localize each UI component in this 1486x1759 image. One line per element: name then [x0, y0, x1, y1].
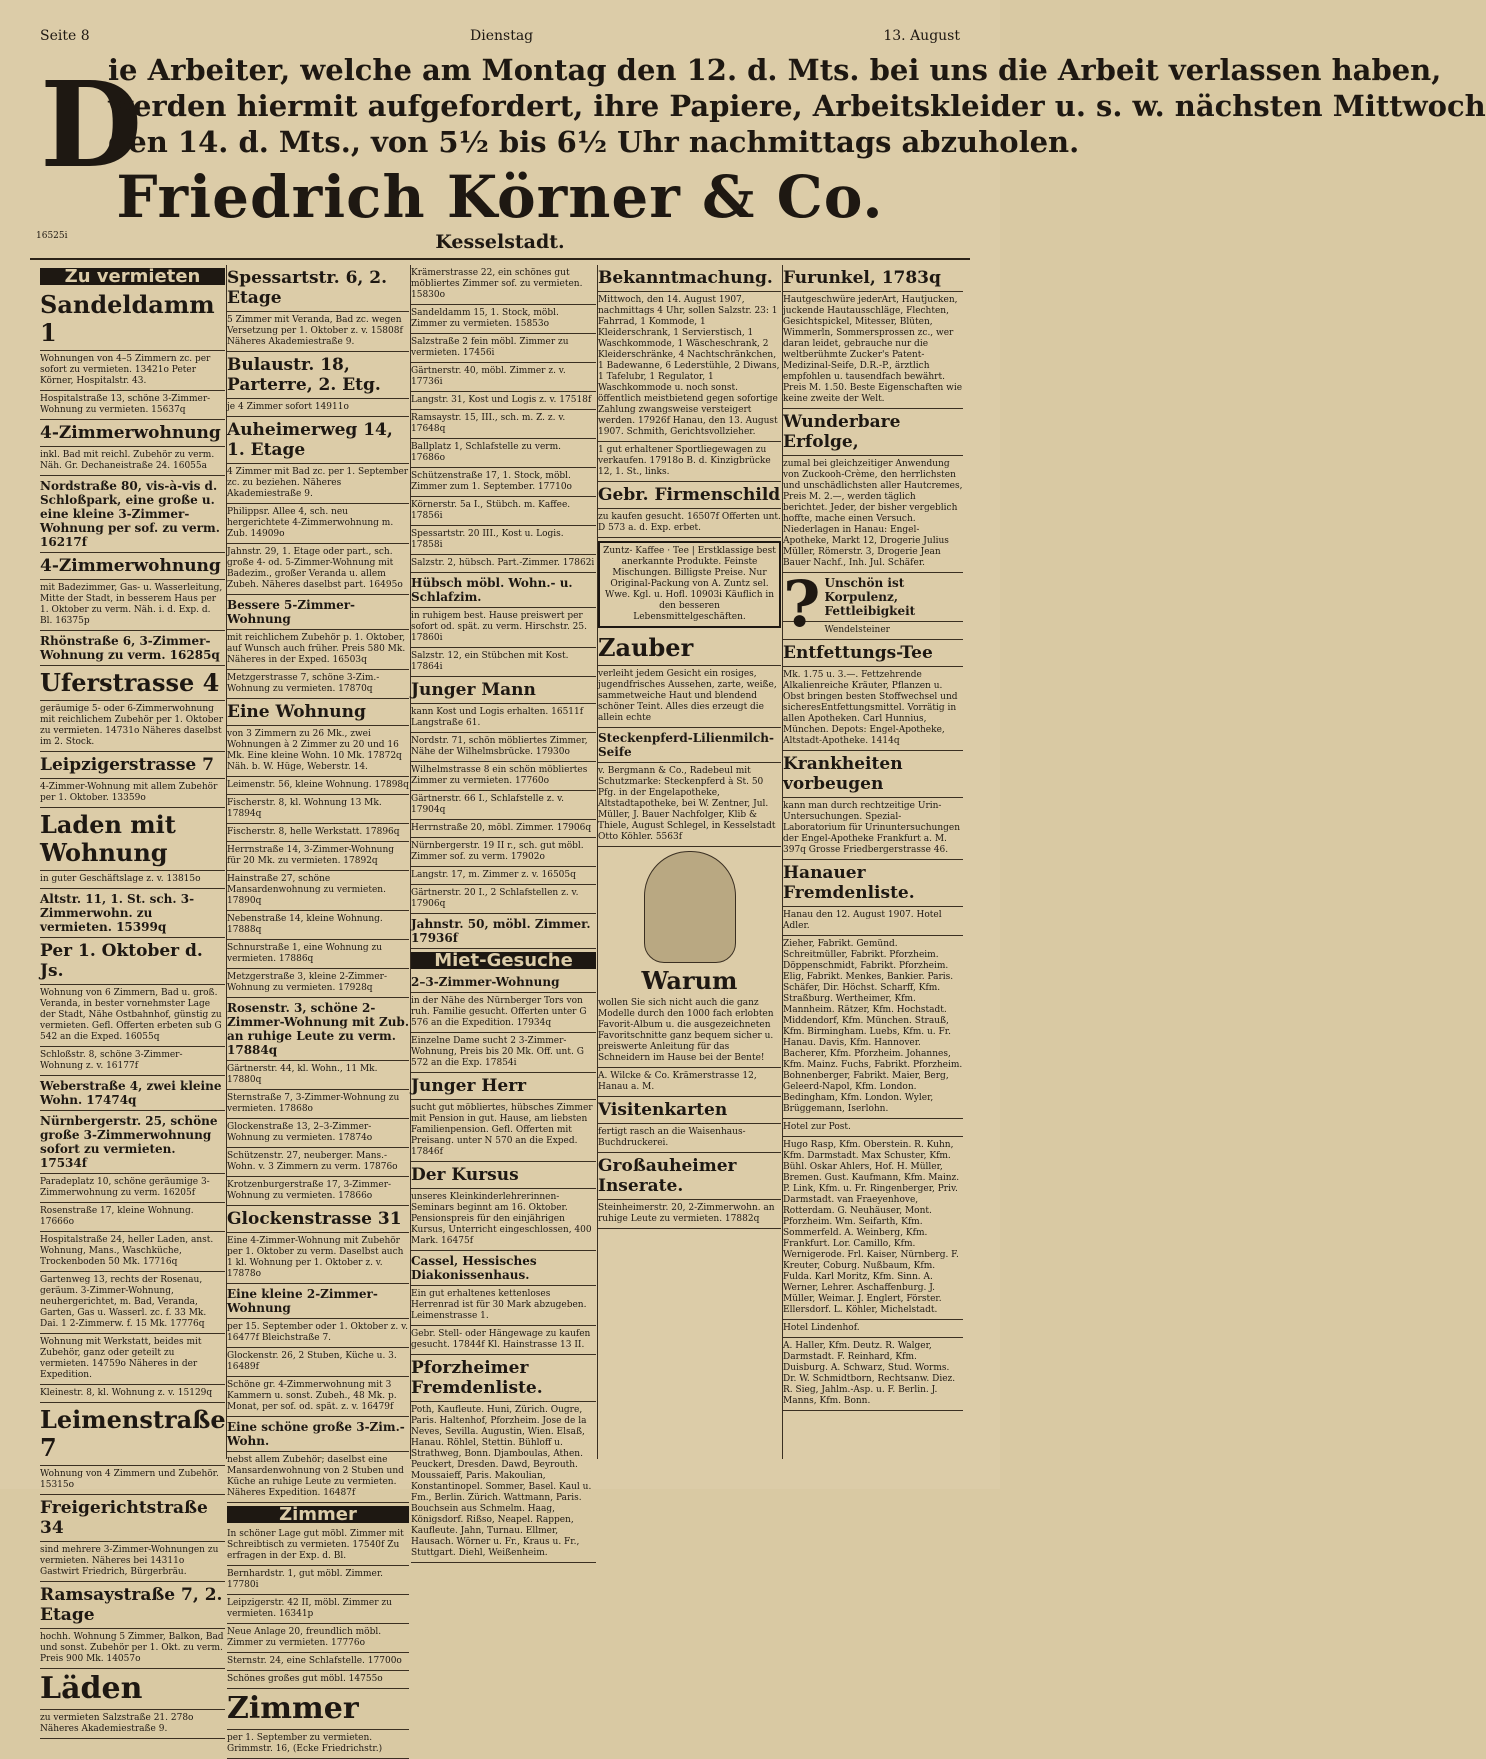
ad-text: je 4 Zimmer sofort 14911o	[227, 399, 409, 417]
ad-text: Wohnung mit Werkstatt, beides mit Zubehör, ganz oder geteilt zu vermieten. 14759o Näheres in der Expedition.	[40, 1334, 225, 1385]
ad-text: Sternstr. 24, eine Schlafstelle. 17700o	[227, 1653, 409, 1671]
ad-headline: Freigerichtstraße 34	[40, 1495, 225, 1542]
ad-headline: Junger Herr	[411, 1073, 596, 1100]
ad-text: Hugo Rasp, Kfm. Oberstein. R. Kuhn, Kfm. Darmstadt. Max Schuster, Kfm. Bühl. Oskar Ahlers, Hof. H. Müller, Bremen. Gust. Kaufmann, Kfm. Mainz. P. Link, Kfm. u. Fr. Ringenberger, Priv. Darmstadt. van Fraeyenhove, Rotterdam. G. Neuhäuser, Mont. Pforzheim. Wm. Seifarth, Kfm. Sommerfeld. A. Weinberg, Kfm. Frankfurt. Lor. Camillo, Kfm. Wernigerode. Frl. Kaiser, Nürnberg. F. Kreuter, Coburg. Nußbaum, Kfm. Fulda. Karl Moritz, Kfm. Sinn. A. Werner, Lehrer. Aschaffenburg. J. Müller, Weimar. J. Englert, Förster. Ellersdorf. L. Köhler, Michelstadt.	[783, 1137, 963, 1320]
ad-headline: Nordstraße 80, vis-à-vis d. Schloßpark, eine große u. eine kleine 3-Zimmer-Wohnung per sof. zu verm. 16217f	[40, 476, 225, 553]
ad-text: verleiht jedem Gesicht ein rosiges, jugendfrisches Aussehen, zarte, weiße, sammetweiche Haut und blendend schöner Teint. Alles dies erzeugt die allein echte	[598, 666, 781, 728]
ad-headline: Bekanntmachung.	[598, 265, 781, 292]
column-1	[40, 265, 226, 1734]
ad-text: Hotel Lindenhof.	[783, 1320, 963, 1338]
ad-text: kann man durch rechtzeitige Urin-Untersuchungen. Spezial-Laboratorium für Urinuntersuchungen der Engel-Apotheke Frankfurt a. M. 397q Grosse Friedbergerstrasse 46.	[783, 798, 963, 860]
ad-headline: Cassel, Hessisches Diakonissenhaus.	[411, 1251, 596, 1286]
ad-text: 5 Zimmer mit Veranda, Bad zc. wegen Versetzung per 1. Oktober z. v. 15808f Näheres Akademiestraße 9.	[227, 312, 409, 352]
ad-number: 16525i	[36, 231, 68, 241]
ad-text: in ruhigem best. Hause preiswert per sofort od. spät. zu verm. Hirschstr. 25. 17860i	[411, 608, 596, 648]
ad-text: Fischerstr. 8, kl. Wohnung 13 Mk. 17894q	[227, 795, 409, 824]
ad-headline: Eine kleine 2-Zimmer-Wohnung	[227, 1284, 409, 1319]
banner-advertisement	[36, 48, 1486, 253]
ad-text: Mk. 1.75 u. 3.—. Fettzehrende Alkalienreiche Kräuter, Pflanzen u. Obst bringen besten Stoffwechsel und sicheresEntfettungsmittel. Vorrätig in allen Apotheken. Carl Hunnius, München. Depots: Engel-Apotheke, Altstadt-Apotheke. 1414q	[783, 667, 963, 751]
woman-portrait-illustration	[644, 851, 736, 963]
ad-text: Schnurstraße 1, eine Wohnung zu vermieten. 17886q	[227, 940, 409, 969]
ad-text: Salzstr. 12, ein Stübchen mit Kost. 17864i	[411, 648, 596, 677]
ad-headline: Gebr. Firmenschild	[598, 482, 781, 509]
ad-text: Kleinestr. 8, kl. Wohnung z. v. 15129q	[40, 1385, 225, 1403]
ad-headline: Läden	[40, 1669, 225, 1710]
ad-headline: ?	[783, 567, 821, 642]
ad-headline: Glockenstrasse 31	[227, 1206, 409, 1233]
ad-text: Zieher, Fabrikt. Gemünd. Schreitmüller, Fabrikt. Pforzheim. Döppenschmidt, Fabrikt. Pforzheim. Elig, Fabrikt. Menkes, Bankier. Paris. Schäfer, Dir. Höchst. Scharff, Kfm. Straßburg. Wertheimer, Kfm. Mannheim. Rätzer, Kfm. Hochstadt. Middendorf, Kfm. München. Strauß, Kfm. Birmingham. Luebs, Kfm. u. Fr. Hanau. Davis, Kfm. Hannover. Bacherer, Kfm. Pforzheim. Johannes, Kfm. Mainz. Fuchs, Fabrikt. Pforzheim. Bohnenberger, Fabrikt. Maier, Berg, Geleerd-Napol, Kfm. London. Bedingham, Kfm. London. Wyler, Brüggemann, Iserlohn.	[783, 936, 963, 1119]
ad-text: Steinheimerstr. 20, 2-Zimmerwohn. an ruhige Leute zu vermieten. 17882q	[598, 1200, 781, 1229]
ad-text: Hotel zur Post.	[783, 1119, 963, 1137]
ad-text: Rosenstraße 17, kleine Wohnung. 17666o	[40, 1203, 225, 1232]
ad-text: Hainstraße 27, schöne Mansardenwohnung zu vermieten. 17890q	[227, 871, 409, 911]
banner-line-2: werden hiermit aufgefordert, ihre Papiere, Arbeitskleider u. s. w. nächsten Mittwoch	[108, 89, 1486, 123]
ad-headline: 4-Zimmerwohnung	[40, 553, 225, 580]
ad-text: fertigt rasch an die Waisenhaus-Buchdruckerei.	[598, 1124, 781, 1153]
ad-text: Gärtnerstr. 20 I., 2 Schlafstellen z. v. 17906q	[411, 885, 596, 914]
ad-text: Salzstr. 2, hübsch. Part.-Zimmer. 17862i	[411, 555, 596, 573]
ad-headline: Laden mit Wohnung	[40, 808, 225, 871]
boxed-advertisement: Zuntz- Kaffee · Tee | Erstklassige best anerkannte Produkte. Feinste Mischungen. Billigste Preise. Nur Original-Packung von A. Zuntz sel. Wwe. Kgl. u. Hofl. 10903i Käuflich in den besseren Lebensmittelgeschäften.	[598, 541, 781, 628]
ad-text: zu vermieten Salzstraße 21. 278o Näheres Akademiestraße 9.	[40, 1710, 225, 1739]
ad-text: A. Wilcke & Co. Krämerstrasse 12, Hanau a. M.	[598, 1068, 781, 1097]
ad-text: Langstr. 17, m. Zimmer z. v. 16505q	[411, 867, 596, 885]
ad-headline: Auheimerweg 14, 1. Etage	[227, 417, 409, 464]
ad-headline: Bessere 5-Zimmer-Wohnung	[227, 595, 409, 630]
ad-headline: Eine schöne große 3-Zim.-Wohn.	[227, 1417, 409, 1452]
ad-headline: Visitenkarten	[598, 1097, 781, 1124]
ad-text: In schöner Lage gut möbl. Zimmer mit Schreibtisch zu vermieten. 17540f Zu erfragen in der Exp. d. Bl.	[227, 1526, 409, 1566]
ad-text: Körnerstr. 5a I., Stübch. m. Kaffee. 17856i	[411, 497, 596, 526]
ad-headline: Der Kursus	[411, 1162, 596, 1189]
ad-headline: 4-Zimmerwohnung	[40, 420, 225, 447]
ad-text: mit reichlichem Zubehör p. 1. Oktober, auf Wunsch auch früher. Preis 580 Mk. Näheres in der Exped. 16503q	[227, 630, 409, 670]
ad-headline: Weberstraße 4, zwei kleine Wohn. 17474q	[40, 1076, 225, 1111]
ad-text: hochh. Wohnung 5 Zimmer, Balkon, Bad und sonst. Zubehör per 1. Okt. zu verm. Preis 900 Mk. 14057o	[40, 1629, 225, 1669]
ad-headline: Hanauer Fremdenliste.	[783, 860, 963, 907]
ad-text: Ramsaystr. 15, III., sch. m. Z. z. v. 17648q	[411, 410, 596, 439]
ad-text: Gärtnerstr. 66 I., Schlafstelle z. v. 17904q	[411, 791, 596, 820]
ad-text: geräumige 5- oder 6-Zimmerwohnung mit reichlichem Zubehör per 1. Oktober zu vermieten. 14731o Näheres daselbst im 2. Stock.	[40, 701, 225, 752]
ad-text: Salzstraße 2 fein möbl. Zimmer zu vermieten. 17456i	[411, 334, 596, 363]
ad-text: Bernhardstr. 1, gut möbl. Zimmer. 17780i	[227, 1566, 409, 1595]
ad-text: kann Kost und Logis erhalten. 16511f Langstraße 61.	[411, 704, 596, 733]
ad-text: Gärtnerstr. 40, möbl. Zimmer z. v. 17736i	[411, 363, 596, 392]
ad-headline: Leimenstraße 7	[40, 1403, 225, 1466]
ad-text: per 15. September oder 1. Oktober z. v. 16477f Bleichstraße 7.	[227, 1319, 409, 1348]
ad-text: Einzelne Dame sucht 2 3-Zimmer-Wohnung, Preis bis 20 Mk. Off. unt. G 572 an die Exp. 17854i	[411, 1033, 596, 1073]
ad-text: nebst allem Zubehör; daselbst eine Mansardenwohnung von 2 Stuben und Küche an ruhige Leute zu vermieten. Näheres Expedition. 16487f	[227, 1452, 409, 1503]
ad-headline: Per 1. Oktober d. Js.	[40, 938, 225, 985]
ad-text: sind mehrere 3-Zimmer-Wohnungen zu vermieten. Näheres bei 14311o Gastwirt Friedrich, Bürgerbräu.	[40, 1542, 225, 1582]
ad-headline: Zauber	[598, 631, 781, 666]
ad-text: Jahnstr. 29, 1. Etage oder part., sch. große 4- od. 5-Zimmer-Wohnung mit Badezim., großer Veranda u. allem Zubeh. Näheres daselbst part. 16495o	[227, 544, 409, 595]
column-2	[227, 265, 409, 1754]
ad-headline: Jahnstr. 50, möbl. Zimmer. 17936f	[411, 914, 596, 949]
ad-text: Gärtnerstr. 44, kl. Wohn., 11 Mk. 17880q	[227, 1061, 409, 1090]
ad-headline: Uferstrasse 4	[40, 666, 225, 701]
ad-headline: Sandeldamm 1	[40, 288, 225, 351]
ad-headline: Eine Wohnung	[227, 699, 409, 726]
ad-text: Sternstraße 7, 3-Zimmer-Wohnung zu vermieten. 17868o	[227, 1090, 409, 1119]
ad-text: Gebr. Stell- oder Hängewage zu kaufen gesucht. 17844f Kl. Hainstrasse 13 II.	[411, 1326, 596, 1355]
ad-headline: Rosenstr. 3, schöne 2-Zimmer-Wohnung mit Zub. an ruhige Leute zu verm. 17884q	[227, 998, 409, 1061]
ad-text: Schloßstr. 8, schöne 3-Zimmer-Wohnung z. v. 16177f	[40, 1047, 225, 1076]
ad-headline: 2–3-Zimmer-Wohnung	[411, 972, 596, 993]
ad-text: Wohnungen von 4–5 Zimmern zc. per sofort zu vermieten. 13421o Peter Körner, Hospitalstr. 43.	[40, 351, 225, 391]
ad-text: Nebenstraße 14, kleine Wohnung. 17888q	[227, 911, 409, 940]
ad-text: 1 gut erhaltener Sportliegewagen zu verkaufen. 17918o B. d. Kinzigbrücke 12, 1. St., links.	[598, 442, 781, 482]
ad-text: Krämerstrasse 22, ein schönes gut möbliertes Zimmer sof. zu vermieten. 15830o	[411, 265, 596, 305]
drop-capital: D	[40, 55, 143, 194]
ad-text: Herrnstraße 14, 3-Zimmer-Wohnung für 20 Mk. zu vermieten. 17892q	[227, 842, 409, 871]
ad-text: mit Badezimmer, Gas- u. Wasserleitung, Mitte der Stadt, in besserem Haus per 1. Oktober zu verm. Näh. i. d. Exp. d. Bl. 16375p	[40, 580, 225, 631]
ad-headline: Bulaustr. 18, Parterre, 2. Etg.	[227, 352, 409, 399]
ad-text: inkl. Bad mit reichl. Zubehör zu verm. Näh. Gr. Dechaneistraße 24. 16055a	[40, 447, 225, 476]
ad-text: Schönes großes gut möbl. 14755o	[227, 1671, 409, 1689]
ad-text: Metzgerstraße 3, kleine 2-Zimmer-Wohnung zu vermieten. 17928q	[227, 969, 409, 998]
ad-headline: Spessartstr. 6, 2. Etage	[227, 265, 409, 312]
column-5	[783, 265, 963, 1459]
ad-headline: Entfettungs-Tee	[783, 640, 963, 667]
ad-text: Eine 4-Zimmer-Wohnung mit Zubehör per 1. Oktober zu verm. Daselbst auch 1 kl. Wohnung per 1. Oktober z. v. 17878o	[227, 1233, 409, 1284]
ad-text: Paradeplatz 10, schöne geräumige 3-Zimmerwohnung zu verm. 16205f	[40, 1174, 225, 1203]
ad-text: sucht gut möbliertes, hübsches Zimmer mit Pension in gut. Hause, am liebsten Familienpension. Gefl. Offerten mit Preisang. unter N 570 an die Exped. 17846f	[411, 1100, 596, 1162]
ad-text: Ballplatz 1, Schlafstelle zu verm. 17686o	[411, 439, 596, 468]
ad-text: Metzgerstrasse 7, schöne 3-Zim.-Wohnung zu vermieten. 17870q	[227, 670, 409, 699]
advertisement-illustration	[598, 851, 781, 995]
ad-text: von 3 Zimmern zu 26 Mk., zwei Wohnungen à 2 Zimmer zu 20 und 16 Mk. Eine kleine Wohn. 10 Mk. 17872q Näh. b. W. Hüge, Weberstr. 14.	[227, 726, 409, 777]
ad-text: Philippsr. Allee 4, sch. neu hergerichtete 4-Zimmerwohnung m. Zub. 14909o	[227, 504, 409, 544]
ad-text: Schützenstraße 17, 1. Stock, möbl. Zimmer zum 1. September. 17710o	[411, 468, 596, 497]
ad-headline: Großauheimer Inserate.	[598, 1153, 781, 1200]
section-heading: Miet-Gesuche	[411, 952, 596, 969]
ad-text: Mittwoch, den 14. August 1907, nachmittags 4 Uhr, sollen Salzstr. 23: 1 Fahrrad, 1 Kommode, 1 Kleiderschrank, 1 Servierstisch, 1 Waschkommode, 1 Wäscheschrank, 2 Kleiderschränke, 4 Nachtschränkchen, 1 Badewanne, 6 Lederstühle, 2 Diwans, 1 Tafelubr, 1 Regulator, 1 Waschkommode u. noch sonst. öffentlich meistbietend gegen sofortige Zahlung zwangsweise versteigert werden. 17926f Hanau, den 13. August 1907. Schmith, Gerichtsvollzieher.	[598, 292, 781, 442]
ad-text: in guter Geschäftslage z. v. 13815o	[40, 871, 225, 889]
ad-headline: Steckenpferd-Lilienmilch-Seife	[598, 728, 781, 763]
ad-text: Leipzigerstr. 42 II, möbl. Zimmer zu vermieten. 16341p	[227, 1595, 409, 1624]
banner-line-3: den 14. d. Mts., von 5½ bis 6½ Uhr nachmittags abzuholen.	[108, 125, 1080, 159]
ad-headline: Hübsch möbl. Wohn.- u. Schlafzim.	[411, 573, 596, 608]
ad-text: Wilhelmstrasse 8 ein schön möbliertes Zimmer zu vermieten. 17760o	[411, 762, 596, 791]
ad-text: 4-Zimmer-Wohnung mit allem Zubehör per 1. Oktober. 13359o	[40, 779, 225, 808]
ad-text: Ein gut erhaltenes kettenloses Herrenrad ist für 30 Mark abzugeben. Leimenstrasse 1.	[411, 1286, 596, 1326]
page-header	[40, 28, 960, 48]
column-4	[598, 265, 781, 1459]
banner-line-1: ie Arbeiter, welche am Montag den 12. d. Mts. bei uns die Arbeit verlassen haben,	[108, 53, 1442, 87]
ad-text: Leimenstr. 56, kleine Wohnung. 17898q	[227, 777, 409, 795]
ad-headline: Wunderbare Erfolge,	[783, 409, 963, 456]
ad-text: Glockenstr. 26, 2 Stuben, Küche u. 3. 16489f	[227, 1348, 409, 1377]
ad-text: Hospitalstraße 24, heller Laden, anst. Wohnung, Mans., Waschküche, Trockenboden 50 Mk. 17716q	[40, 1232, 225, 1272]
firm-name: Friedrich Körner & Co.	[116, 163, 884, 231]
ad-text: in der Nähe des Nürnberger Tors von ruh. Familie gesucht. Offerten unter G 576 an die Expedition. 17934q	[411, 993, 596, 1033]
ad-headline: Leipzigerstrasse 7	[40, 752, 225, 779]
ad-text: Hautgeschwüre jederArt, Hautjucken, juckende Hautausschläge, Flechten, Gesichtspickel, Mitesser, Blüten, Wimmerln, Sommersprossen zc., wer daran leidet, gebrauche nur die weltberühmte Zucker's Patent-Medizinal-Seife, D.R.-P., ärztlich empfohlen u. tausendfach bewährt. Preis M. 1.50. Beste Eigenschaften wie keine zweite der Welt.	[783, 292, 963, 409]
ad-text: Nordstr. 71, schön möbliertes Zimmer, Nähe der Wilhelmsbrücke. 17930o	[411, 733, 596, 762]
section-heading: Zimmer	[227, 1506, 409, 1523]
ad-text: Herrnstraße 20, möbl. Zimmer. 17906q	[411, 820, 596, 838]
ad-text: Nürnbergerstr. 19 II r., sch. gut möbl. Zimmer sof. zu verm. 17902o	[411, 838, 596, 867]
date: 13. August	[883, 28, 960, 44]
ad-text: wollen Sie sich nicht auch die ganz Modelle durch den 1000 fach erlobten Favorit-Album u. die ausgezeichneten Favoritschnitte ganz bequem sicher u. preiswerte Anleitung für das Schneidern im Hause bei der Bente!	[598, 995, 781, 1068]
ad-text: Glockenstraße 13, 2–3-Zimmer-Wohnung zu vermieten. 17874o	[227, 1119, 409, 1148]
ad-headline: Zimmer	[227, 1689, 409, 1730]
ad-text: v. Bergmann & Co., Radebeul mit Schutzmarke: Steckenpferd à St. 50 Pfg. in der Engelapotheke, Altstadtapotheke, bei W. Zentner, Jul. Müller, J. Bauer Nachfolger, Klib & Thiele, August Schlegel, in Kesselstadt Otto Köhler. 5563f	[598, 763, 781, 847]
ad-headline: Ramsaystraße 7, 2. Etage	[40, 1582, 225, 1629]
ad-headline: Pforzheimer Fremdenliste.	[411, 1355, 596, 1402]
ad-text: Spessartstr. 20 III., Kost u. Logis. 17858i	[411, 526, 596, 555]
ad-text: Poth, Kaufleute. Huni, Zürich. Ougre, Paris. Haltenhof, Pforzheim. Jose de la Neves, Sevilla. Augustin, Wien. Elsaß, Hanau. Röhlel, Stettin. Bühloff u. Strathweg, Bonn. Djamboulas, Athen. Peuckert, Dresden. Dawd, Beyrouth. Moussaieff, Paris. Makoulian, Konstantinopel. Sommer, Basel. Kaul u. Fm., Berlin. Zürich. Wattmann, Paris. Bouchsein aus Schmelm. Haag, Königsdorf. Rißso, Neapel. Rappen, Kaufleute. Jahn, Turnau. Ellmer, Hausach. Wörner u. Fr., Kraus u. Fr., Stuttgart. Diehl, Weißenheim.	[411, 1402, 596, 1563]
firm-location: Kesselstadt.	[435, 231, 565, 253]
ad-text: Wohnung von 4 Zimmern und Zubehör. 15315o	[40, 1466, 225, 1495]
ad-text: zu kaufen gesucht. 16507f Offerten unt. D 573 a. d. Exp. erbet.	[598, 509, 781, 538]
ad-text: Krotzenburgerstraße 17, 3-Zimmer-Wohnung zu vermieten. 17866o	[227, 1177, 409, 1206]
ad-text: Wohnung von 6 Zimmern, Bad u. groß. Veranda, in bester vornehmster Lage der Stadt, Nähe Ostbahnhof, günstig zu vermieten. Gefl. Offerten erbeten sub G 542 an die Exped. 16055q	[40, 985, 225, 1047]
ad-text: Schöne gr. 4-Zimmerwohnung mit 3 Kammern u. sonst. Zubeh., 48 Mk. p. Monat, per sof. od. spät. z. v. 16479f	[227, 1377, 409, 1417]
ad-text: A. Haller, Kfm. Deutz. R. Walger, Darmstadt. F. Reinhard, Kfm. Duisburg. A. Schwarz, Stud. Worms. Dr. W. Schmidtborn, Rechtsanw. Diez. R. Sieg, Jahlm.-Asp. u. F. Berlin. J. Manns, Kfm. Bonn.	[783, 1338, 963, 1411]
ad-text: 4 Zimmer mit Bad zc. per 1. September zc. zu beziehen. Näheres Akademiestraße 9.	[227, 464, 409, 504]
ad-text: unseres Kleinkinderlehrerinnen-Seminars beginnt am 16. Oktober. Pensionspreis für den einjährigen Kursus, Unterricht eingeschlossen, 400 Mark. 16475f	[411, 1189, 596, 1251]
ad-text: Neue Anlage 20, freundlich möbl. Zimmer zu vermieten. 17776o	[227, 1624, 409, 1653]
weekday: Dienstag	[470, 28, 534, 44]
ad-text: Hospitalstraße 13, schöne 3-Zimmer-Wohnung zu vermieten. 15637q	[40, 391, 225, 420]
ad-headline: Furunkel, 1783q	[783, 265, 963, 292]
ad-headline: Rhönstraße 6, 3-Zimmer-Wohnung zu verm. 16285q	[40, 631, 225, 666]
section-heading: Zu vermieten	[40, 268, 225, 285]
ad-headline: Nürnbergerstr. 25, schöne große 3-Zimmerwohnung sofort zu vermieten. 17534f	[40, 1111, 225, 1174]
ad-text: Langstr. 31, Kost und Logis z. v. 17518f	[411, 392, 596, 410]
ad-text: Gartenweg 13, rechts der Rosenau, geräum. 3-Zimmer-Wohnung, neuhergerichtet, m. Bad, Veranda, Garten, Gas u. Wasserl. zc. f. 33 Mk. Dai. 1 2-Zimmerw. f. 15 Mk. 17776q	[40, 1272, 225, 1334]
ad-headline: Unschön ist Korpulenz, Fettleibigkeit	[783, 573, 963, 622]
ad-text: per 1. September zu vermieten. Grimmstr. 16, (Ecke Friedrichstr.)	[227, 1730, 409, 1759]
ad-text: Schützenstr. 27, neuberger. Mans.-Wohn. v. 3 Zimmern zu verm. 17876o	[227, 1148, 409, 1177]
ad-text: Fischerstr. 8, helle Werkstatt. 17896q	[227, 824, 409, 842]
ad-text: Sandeldamm 15, 1. Stock, möbl. Zimmer zu vermieten. 15853o	[411, 305, 596, 334]
ad-headline: Altstr. 11, 1. St. sch. 3-Zimmerwohn. zu vermieten. 15399q	[40, 889, 225, 938]
ad-headline: Krankheiten vorbeugen	[783, 751, 963, 798]
ad-text: Hanau den 12. August 1907. Hotel Adler.	[783, 907, 963, 936]
ad-text: zumal bei gleichzeitiger Anwendung von Zuckooh-Crème, den herrlichsten und unschädlichsten aller Hautcremes, Preis M. 2.—, werden täglich berichtet. Jeder, der bisher vergeblich hoffte, mache einen Versuch. Niederlagen in Hanau: Engel-Apotheke, Markt 12, Drogerie Julius Müller, Römerstr. 3, Drogerie Jean Bauer Nachf., Inh. Jul. Schäfer.	[783, 456, 963, 573]
column-3	[411, 265, 596, 1558]
ad-text: Wendelsteiner	[783, 622, 963, 640]
ad-headline: Junger Mann	[411, 677, 596, 704]
page-number: Seite 8	[40, 28, 90, 44]
ad-headline: Warum	[641, 966, 738, 995]
section-divider	[30, 258, 970, 260]
